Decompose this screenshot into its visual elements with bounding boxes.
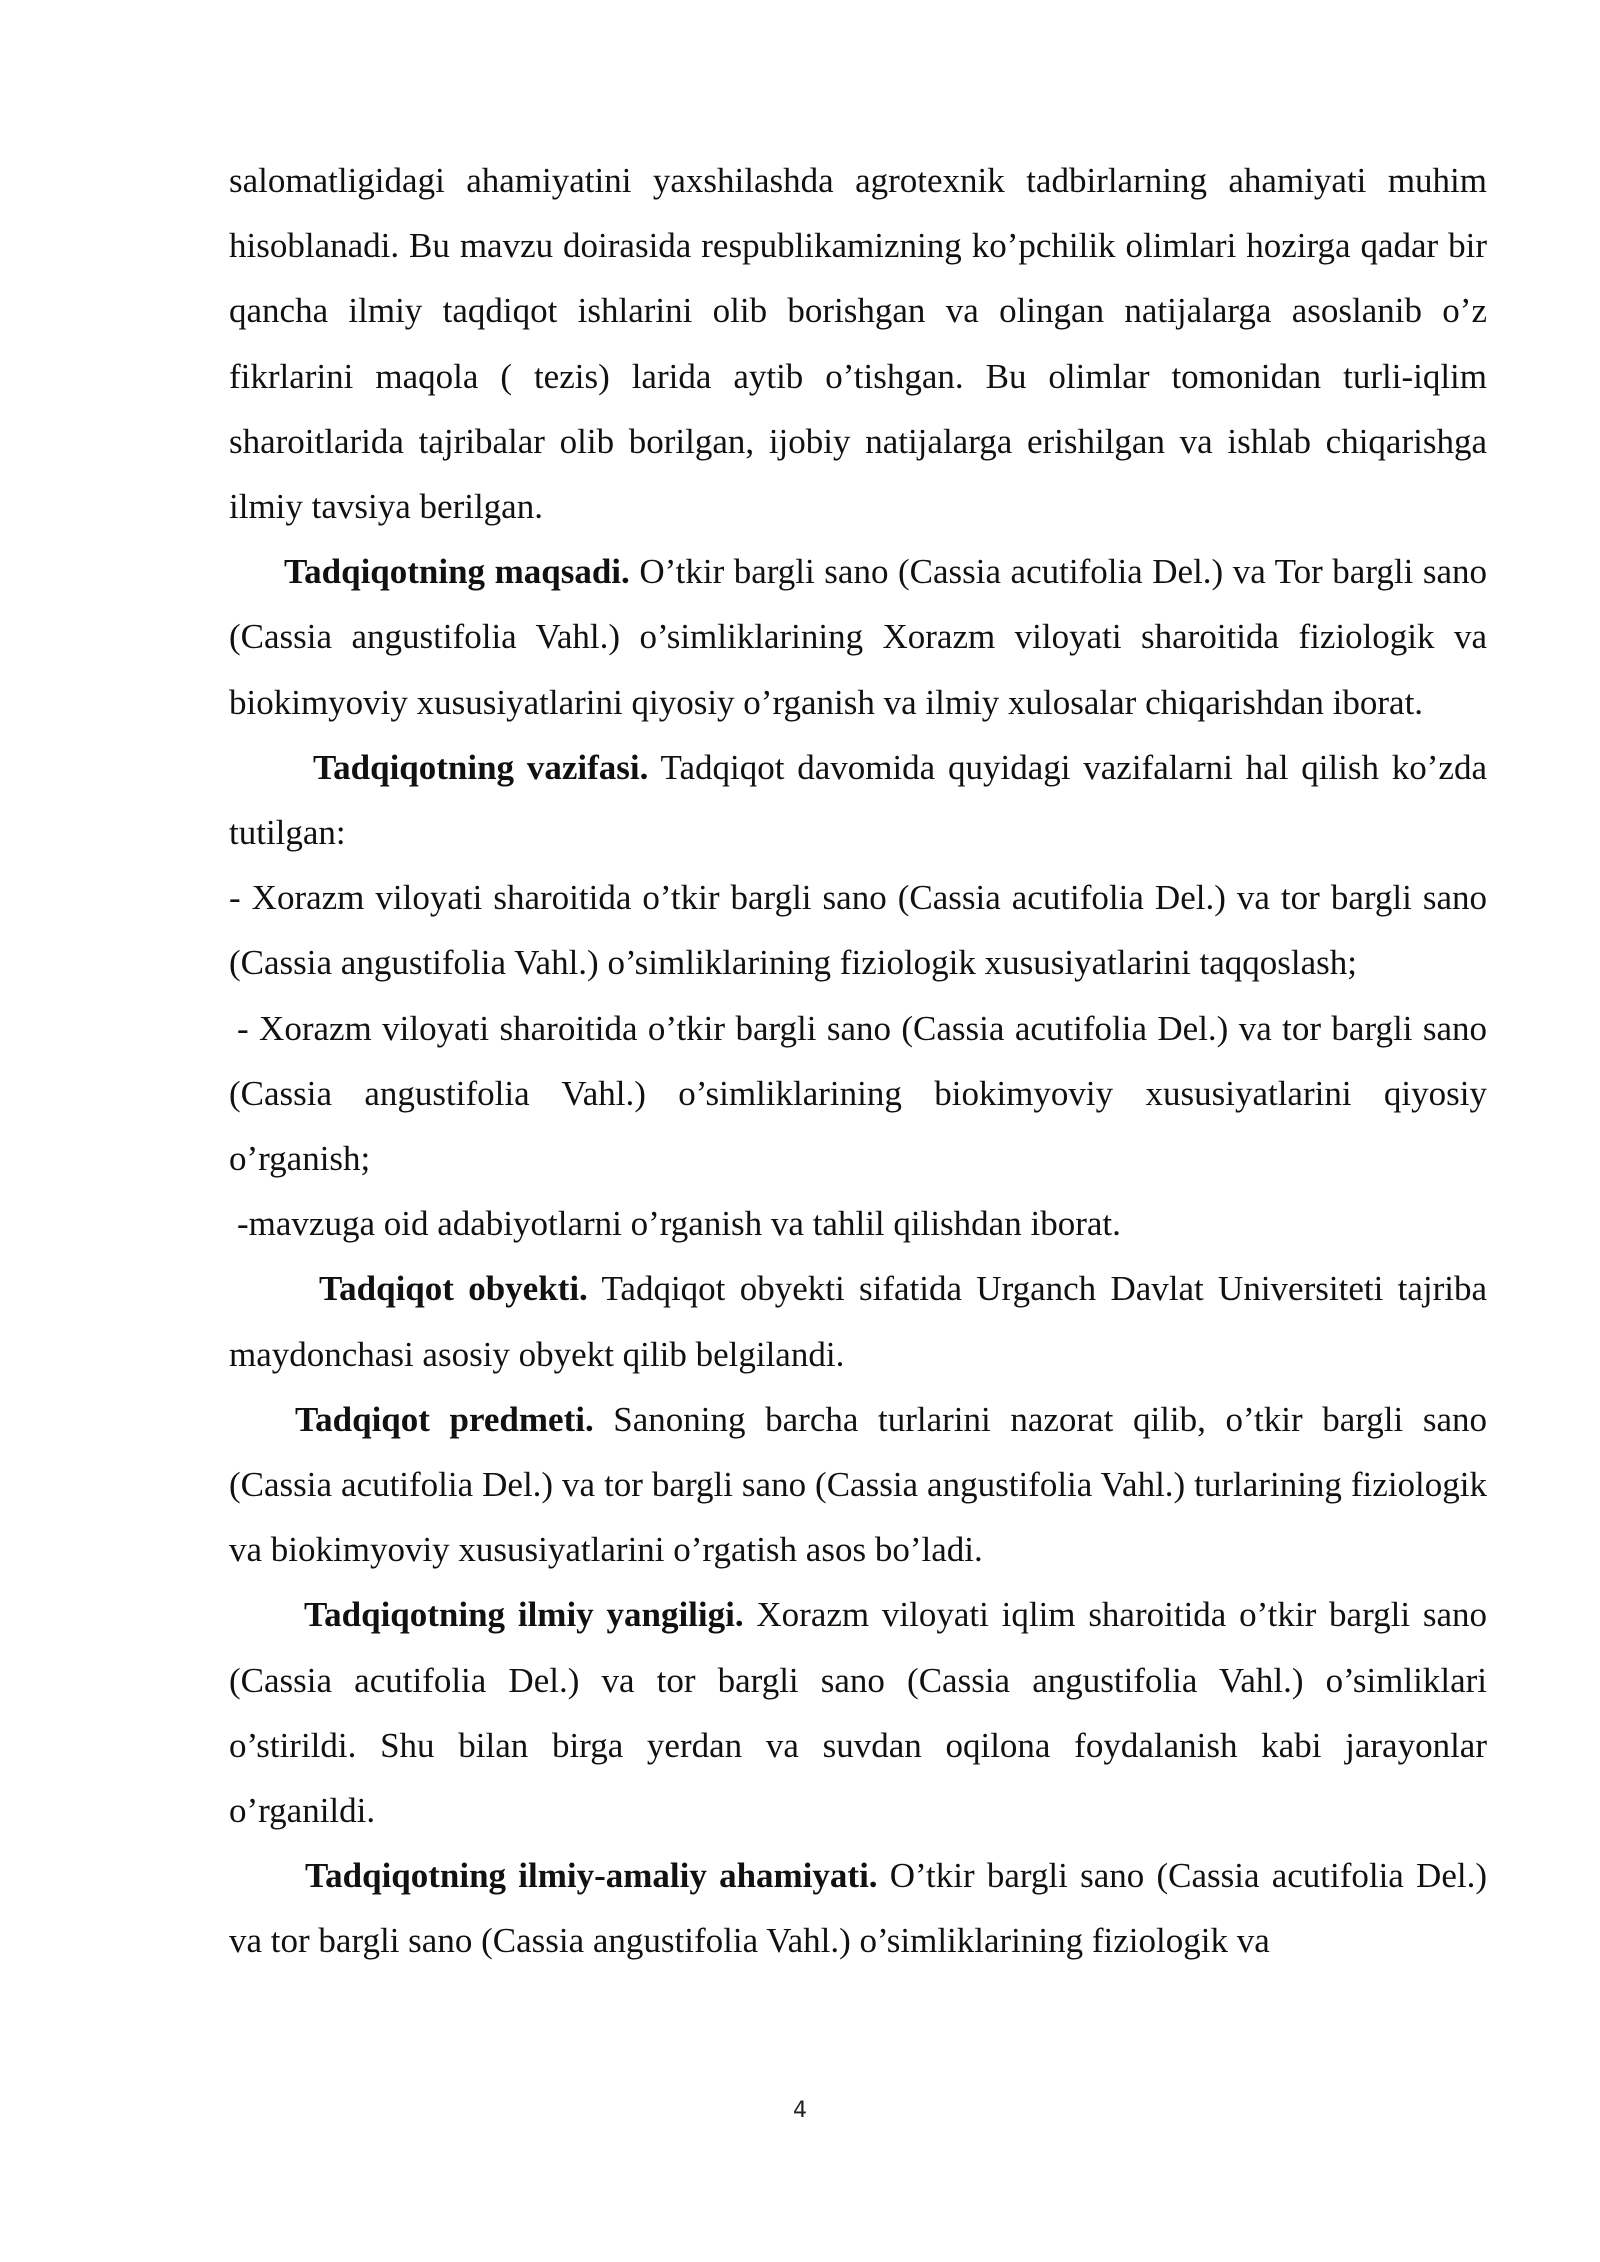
- paragraph-vazifasi: [229, 735, 1487, 865]
- page-number: 4: [793, 2098, 807, 2123]
- paragraph-predmeti: [229, 1387, 1487, 1583]
- paragraph-text: - Xorazm viloyati sharoitida o’tkir bargli sano (Cassia acutifolia Del.) va tor bargli sano (Cassia angustifolia Vahl.) o’simliklarining biokimyoviy xususiyatlarini qiyosiy o’rganish;: [229, 1008, 1487, 1179]
- list-item: [229, 996, 1487, 1192]
- paragraph-maqsadi: [229, 539, 1487, 735]
- paragraph-text: O’tkir bargli sano (Cassia acutifolia Del.) va Tor bargli sano (Cassia angustifolia Vahl.) o’simliklarining Xorazm viloyati sharoitida fiziologik va biokimyoviy xususiyatlarini qiyosiy o’rganish va ilmiy xulosalar chiqarishdan iborat.: [229, 552, 1487, 722]
- paragraph-ahamiyati: [229, 1843, 1487, 1973]
- paragraph-text: Tadqiqot davomida quyidagi vazifalarni hal qilish ko’zda tutilgan:: [229, 747, 1487, 853]
- list-item: [229, 865, 1487, 995]
- paragraph-text: Sanoning barcha turlarini nazorat qilib, o’tkir bargli sano (Cassia acutifolia Del.) va tor bargli sano (Cassia angustifolia Vahl.) turlarining fiziologik va biokimyoviy xususiyatlarini o’rgatish asos bo’ladi.: [229, 1399, 1487, 1570]
- paragraph-text: O’tkir bargli sano (Cassia acutifolia Del.) va tor bargli sano (Cassia angustifolia Vahl.) o’simliklarining fiziologik va: [229, 1856, 1487, 1961]
- list-item: [229, 1191, 1487, 1256]
- paragraph-text: -mavzuga oid adabiyotlarni o’rganish va tahlil qilishdan iborat.: [237, 1204, 1121, 1244]
- paragraph-obyekti: [229, 1256, 1487, 1386]
- paragraph-text: - Xorazm viloyati sharoitida o’tkir bargli sano (Cassia acutifolia Del.) va tor bargli sano (Cassia angustifolia Vahl.) o’simliklarining fiziologik xususiyatlarini taqqoslash;: [229, 878, 1487, 983]
- paragraph-heading: Tadqiqot predmeti.: [295, 1399, 594, 1439]
- paragraph-text: Xorazm viloyati iqlim sharoitida o’tkir bargli sano (Cassia acutifolia Del.) va tor bargli sano (Cassia angustifolia Vahl.) o’simliklari o’stirildi. Shu bilan birga yerdan va suvdan oqilona foydalanish kabi jarayonlar o’rganildi.: [229, 1595, 1487, 1831]
- paragraph-heading: Tadqiqot obyekti.: [319, 1269, 588, 1309]
- paragraph-heading: Tadqiqotning ilmiy yangiligi.: [304, 1595, 744, 1635]
- paragraph-yangiligi: [229, 1582, 1487, 1843]
- paragraph-heading: Tadqiqotning ilmiy-amaliy ahamiyati.: [305, 1856, 878, 1896]
- paragraph-text: Tadqiqot obyekti sifatida Urganch Davlat Universiteti tajriba maydonchasi asosiy obyekt qilib belgilandi.: [229, 1269, 1487, 1374]
- body-text: [229, 148, 1487, 1974]
- paragraph-text: salomatligidagi ahamiyatini yaxshilashda agrotexnik tadbirlarning ahamiyati muhim hisoblanadi. Bu mavzu doirasida respublikamizning ko’pchilik olimlari hozirga qadar bir qancha ilmiy taqdiqot ishlarini olib borishgan va olingan natijalarga asoslanib o’z fikrlarini maqola ( tezis) larida aytib o’tishgan. Bu olimlar tomonidan turli-iqlim sharoitlarida tajribalar olib borilgan, ijobiy natijalarga erishilgan va ishlab chiqarishga ilmiy tavsiya berilgan.: [229, 161, 1487, 527]
- paragraph-heading: Tadqiqotning maqsadi.: [284, 552, 630, 592]
- paragraph-intro: [229, 148, 1487, 539]
- paragraph-heading: Tadqiqotning vazifasi.: [313, 747, 649, 787]
